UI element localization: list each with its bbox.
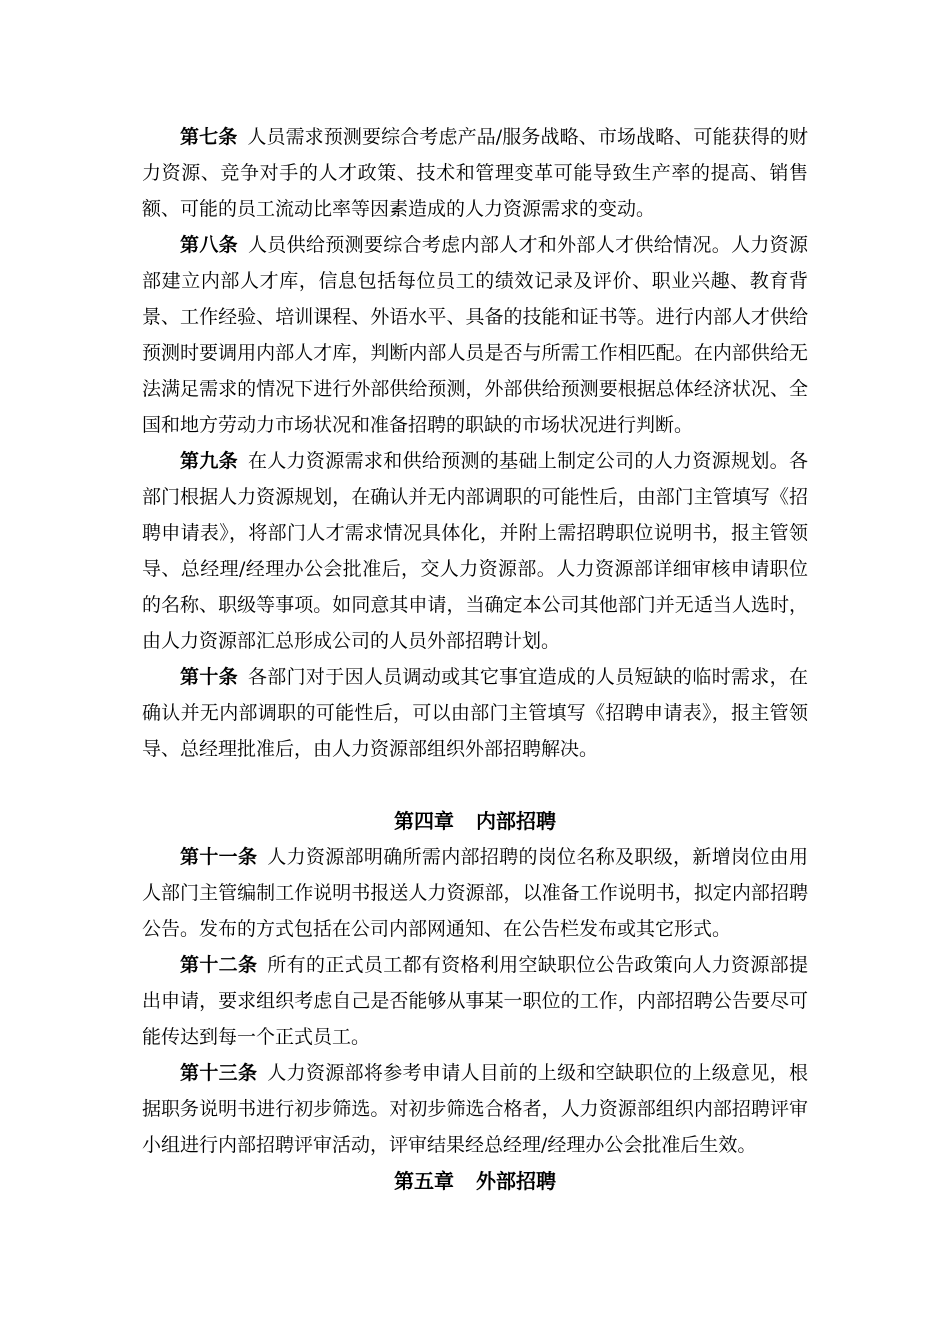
article-11	[142, 839, 808, 947]
article-text: 人员供给预测要综合考虑内部人才和外部人才供给情况。人力资源部建立内部人才库，信息包括每位员工的绩效记录及评价、职业兴趣、教育背景、工作经验、培训课程、外语水平、具备的技能和证书等。进行内部人才供给预测时要调用内部人才库，判断内部人员是否与所需工作相匹配。在内部供给无法满足需求的情况下进行外部供给预测，外部供给预测要根据总体经济状况、全国和地方劳动力市场状况和准备招聘的职缺的市场状况进行判断。	[142, 234, 808, 436]
article-7	[142, 119, 808, 227]
article-10	[142, 659, 808, 767]
article-label: 第十一条	[180, 846, 258, 868]
article-label: 第八条	[180, 234, 238, 256]
chapter-number: 第四章	[394, 809, 454, 833]
article-label: 第十条	[180, 666, 238, 688]
chapter-title: 内部招聘	[476, 809, 556, 833]
article-label: 第七条	[180, 126, 238, 148]
chapter-title: 外部招聘	[476, 1169, 556, 1193]
article-text: 人力资源部明确所需内部招聘的岗位名称及职级，新增岗位由用人部门主管编制工作说明书报送人力资源部，以准备工作说明书，拟定内部招聘公告。发布的方式包括在公司内部网通知、在公告栏发布或其它形式。	[142, 846, 808, 940]
article-label: 第十三条	[180, 1062, 258, 1084]
article-text: 各部门对于因人员调动或其它事宜造成的人员短缺的临时需求，在确认并无内部调职的可能性后，可以由部门主管填写《招聘申请表》，报主管领导、总经理批准后，由人力资源部组织外部招聘解决。	[142, 666, 808, 760]
article-13	[142, 1055, 808, 1163]
article-text: 人力资源部将参考申请人目前的上级和空缺职位的上级意见，根据职务说明书进行初步筛选。对初步筛选合格者，人力资源部组织内部招聘评审小组进行内部招聘评审活动，评审结果经总经理/经理办公会批准后生效。	[142, 1062, 808, 1156]
article-text: 人员需求预测要综合考虑产品/服务战略、市场战略、可能获得的财力资源、竞争对手的人才政策、技术和管理变革可能导致生产率的提高、销售额、可能的员工流动比率等因素造成的人力资源需求的变动。	[142, 126, 808, 220]
chapter-4-heading	[142, 803, 808, 839]
article-9	[142, 443, 808, 659]
chapter-number: 第五章	[394, 1169, 454, 1193]
article-label: 第十二条	[180, 954, 258, 976]
article-text: 所有的正式员工都有资格利用空缺职位公告政策向人力资源部提出申请，要求组织考虑自己是否能够从事某一职位的工作，内部招聘公告要尽可能传达到每一个正式员工。	[142, 954, 808, 1048]
article-12	[142, 947, 808, 1055]
article-8	[142, 227, 808, 443]
document-body	[142, 119, 808, 1199]
article-label: 第九条	[180, 450, 238, 472]
article-text: 在人力资源需求和供给预测的基础上制定公司的人力资源规划。各部门根据人力资源规划，在确认并无内部调职的可能性后，由部门主管填写《招聘申请表》，将部门人才需求情况具体化，并附上需招聘职位说明书，报主管领导、总经理/经理办公会批准后，交人力资源部。人力资源部详细审核申请职位的名称、职级等事项。如同意其申请，当确定本公司其他部门并无适当人选时，由人力资源部汇总形成公司的人员外部招聘计划。	[142, 450, 808, 652]
chapter-5-heading	[142, 1163, 808, 1199]
